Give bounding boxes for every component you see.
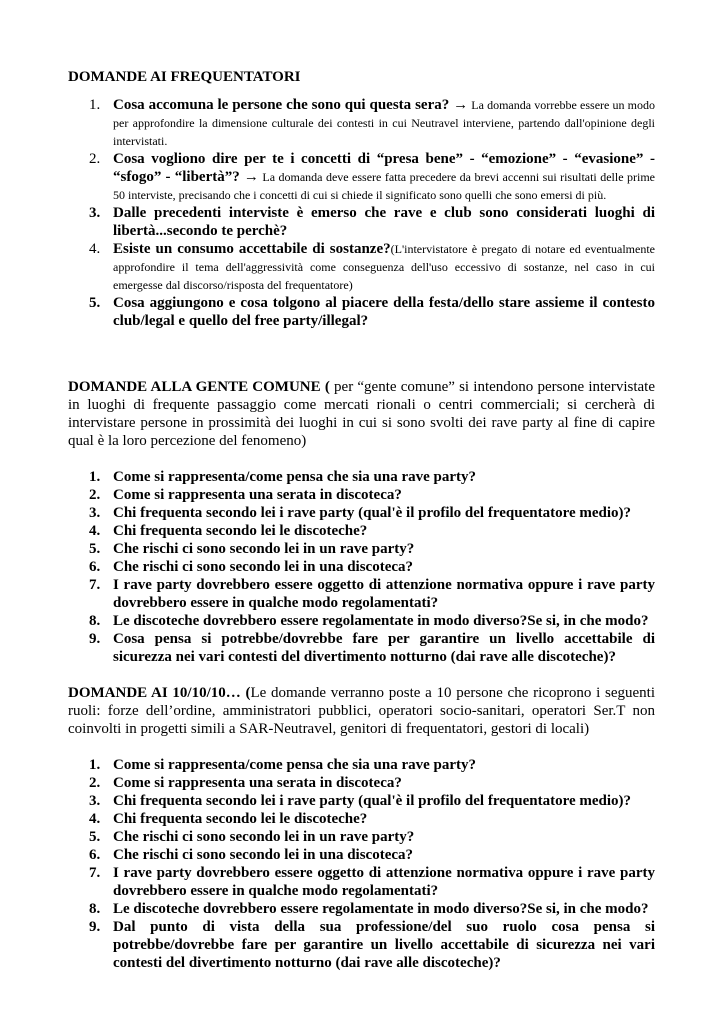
question-number: 6. bbox=[89, 847, 101, 863]
question-item bbox=[68, 774, 655, 792]
question-number: 3. bbox=[89, 205, 101, 221]
question-number: 3. bbox=[89, 505, 101, 521]
question-text: Cosa pensa si potrebbe/dovrebbe fare per garantire un livello accettabile di sicurezza nei vari contesti del divertimento notturno (dai rave alle discoteche)? bbox=[113, 631, 655, 665]
question-item bbox=[68, 576, 655, 612]
question-item bbox=[68, 468, 655, 486]
question-text: Dalle precedenti interviste è emerso che rave e club sono considerati luoghi di libertà...secondo te perchè? bbox=[113, 205, 655, 239]
question-text: I rave party dovrebbero essere oggetto di attenzione normativa oppure i rave party dovrebbero essere in qualche modo regolamentati? bbox=[113, 865, 655, 899]
question-text: Esiste un consumo accettabile di sostanze? bbox=[113, 241, 391, 257]
question-item bbox=[68, 522, 655, 540]
question-text: Che rischi ci sono secondo lei in una discoteca? bbox=[113, 847, 414, 863]
question-list bbox=[68, 468, 655, 666]
question-item bbox=[68, 504, 655, 522]
question-text: Che rischi ci sono secondo lei in una discoteca? bbox=[113, 559, 414, 575]
question-number: 5. bbox=[89, 295, 101, 311]
question-item bbox=[68, 96, 655, 150]
question-text: Cosa aggiungono e cosa tolgono al piacere della festa/dello stare assieme il contesto club/legal e quello del free party/illegal? bbox=[113, 295, 655, 329]
question-text: Come si rappresenta/come pensa che sia una rave party? bbox=[113, 757, 477, 773]
section-intro bbox=[68, 378, 655, 450]
question-item bbox=[68, 810, 655, 828]
question-note: La domanda vorrebbe essere un modo per approfondire la dimensione culturale dei contesti in cui Neutravel interviene, partendo dall'opinione degli intervistati. bbox=[113, 98, 655, 148]
question-number: 8. bbox=[89, 901, 101, 917]
question-text: Le discoteche dovrebbero essere regolamentate in modo diverso?Se si, in che modo? bbox=[113, 613, 649, 629]
question-number: 4. bbox=[89, 241, 101, 257]
question-number: 4. bbox=[89, 523, 101, 539]
question-item bbox=[68, 630, 655, 666]
question-number: 8. bbox=[89, 613, 101, 629]
question-number: 2. bbox=[89, 775, 101, 791]
question-text: Come si rappresenta una serata in discoteca? bbox=[113, 487, 402, 503]
question-text: Le discoteche dovrebbero essere regolamentate in modo diverso?Se si, in che modo? bbox=[113, 901, 649, 917]
question-text: Che rischi ci sono secondo lei in un rave party? bbox=[113, 541, 415, 557]
question-item bbox=[68, 756, 655, 774]
question-text: Cosa accomuna le persone che sono qui questa sera? → bbox=[113, 97, 469, 113]
question-number: 2. bbox=[89, 151, 101, 167]
question-item bbox=[68, 540, 655, 558]
question-number: 9. bbox=[89, 919, 101, 935]
section-frequentatori bbox=[68, 68, 655, 330]
question-item bbox=[68, 864, 655, 900]
question-item bbox=[68, 150, 655, 204]
question-item bbox=[68, 792, 655, 810]
section-heading: DOMANDE AI 10/10/10… ( bbox=[68, 685, 251, 701]
question-text: I rave party dovrebbero essere oggetto di attenzione normativa oppure i rave party dovrebbero essere in qualche modo regolamentati? bbox=[113, 577, 655, 611]
question-item bbox=[68, 900, 655, 918]
question-item bbox=[68, 486, 655, 504]
question-number: 6. bbox=[89, 559, 101, 575]
section-10-10-10 bbox=[68, 684, 655, 972]
question-text: Che rischi ci sono secondo lei in un rave party? bbox=[113, 829, 415, 845]
question-number: 9. bbox=[89, 631, 101, 647]
question-item bbox=[68, 828, 655, 846]
question-text: Chi frequenta secondo lei i rave party (qual'è il profilo del frequentatore medio)? bbox=[113, 793, 632, 809]
question-number: 5. bbox=[89, 829, 101, 845]
question-note: (L'intervistatore è pregato di notare ed eventualmente approfondire il tema dell'aggressività come conseguenza dell'uso eccessivo di sostanze, nel caso in cui emergesse dal discorso/risposta del frequentatore) bbox=[113, 242, 655, 292]
question-item bbox=[68, 612, 655, 630]
intro-text: per “gente comune” si intendono persone intervistate in luoghi di frequente passaggio come mercati rionali o centri commerciali; si cercherà di intervistare persone in prossimità dei luoghi in cui si sono svolti dei rave party al fine di capire qual è la loro percezione del fenomeno) bbox=[68, 379, 655, 449]
question-text: Chi frequenta secondo lei le discoteche? bbox=[113, 811, 368, 827]
section-gente-comune bbox=[68, 378, 655, 666]
section-heading: DOMANDE ALLA GENTE COMUNE ( bbox=[68, 379, 330, 395]
question-item bbox=[68, 294, 655, 330]
question-note: La domanda deve essere fatta precedere da brevi accenni sui risultati delle prime 50 interviste, precisando che i concetti di cui si chiede il significato sono quelli che sono emersi di più. bbox=[113, 170, 655, 202]
question-text: Dal punto di vista della sua professione/del suo ruolo cosa pensa si potrebbe/dovrebbe fare per garantire un livello accettabile di sicurezza nei vari contesti del divertimento notturno (dai rave alle discoteche)? bbox=[113, 919, 655, 971]
question-item bbox=[68, 846, 655, 864]
question-number: 1. bbox=[89, 469, 101, 485]
question-list bbox=[68, 96, 655, 330]
section-intro bbox=[68, 684, 655, 738]
question-number: 3. bbox=[89, 793, 101, 809]
intro-text: Le domande verranno poste a 10 persone che ricoprono i seguenti ruoli: forze dell’ordine, amministratori pubblici, operatori socio-sanitari, operatori Ser.T non coinvolti in progetti simili a SAR-Neutravel, genitori di frequentatori, gestori di locali) bbox=[68, 685, 655, 737]
question-text: Chi frequenta secondo lei i rave party (qual'è il profilo del frequentatore medio)? bbox=[113, 505, 632, 521]
question-number: 1. bbox=[89, 97, 101, 113]
question-item bbox=[68, 204, 655, 240]
question-item bbox=[68, 558, 655, 576]
question-number: 1. bbox=[89, 757, 101, 773]
question-text: Cosa vogliono dire per te i concetti di “presa bene” - “emozione” - “evasione” - “sfogo” - “libertà”? → bbox=[113, 151, 655, 185]
question-number: 4. bbox=[89, 811, 101, 827]
question-text: Chi frequenta secondo lei le discoteche? bbox=[113, 523, 368, 539]
question-item bbox=[68, 240, 655, 294]
question-number: 7. bbox=[89, 577, 101, 593]
question-text: Come si rappresenta una serata in discoteca? bbox=[113, 775, 402, 791]
question-item bbox=[68, 918, 655, 972]
question-list bbox=[68, 756, 655, 972]
question-number: 5. bbox=[89, 541, 101, 557]
question-number: 2. bbox=[89, 487, 101, 503]
section-heading: DOMANDE AI FREQUENTATORI bbox=[68, 69, 301, 85]
question-number: 7. bbox=[89, 865, 101, 881]
question-text: Come si rappresenta/come pensa che sia una rave party? bbox=[113, 469, 477, 485]
